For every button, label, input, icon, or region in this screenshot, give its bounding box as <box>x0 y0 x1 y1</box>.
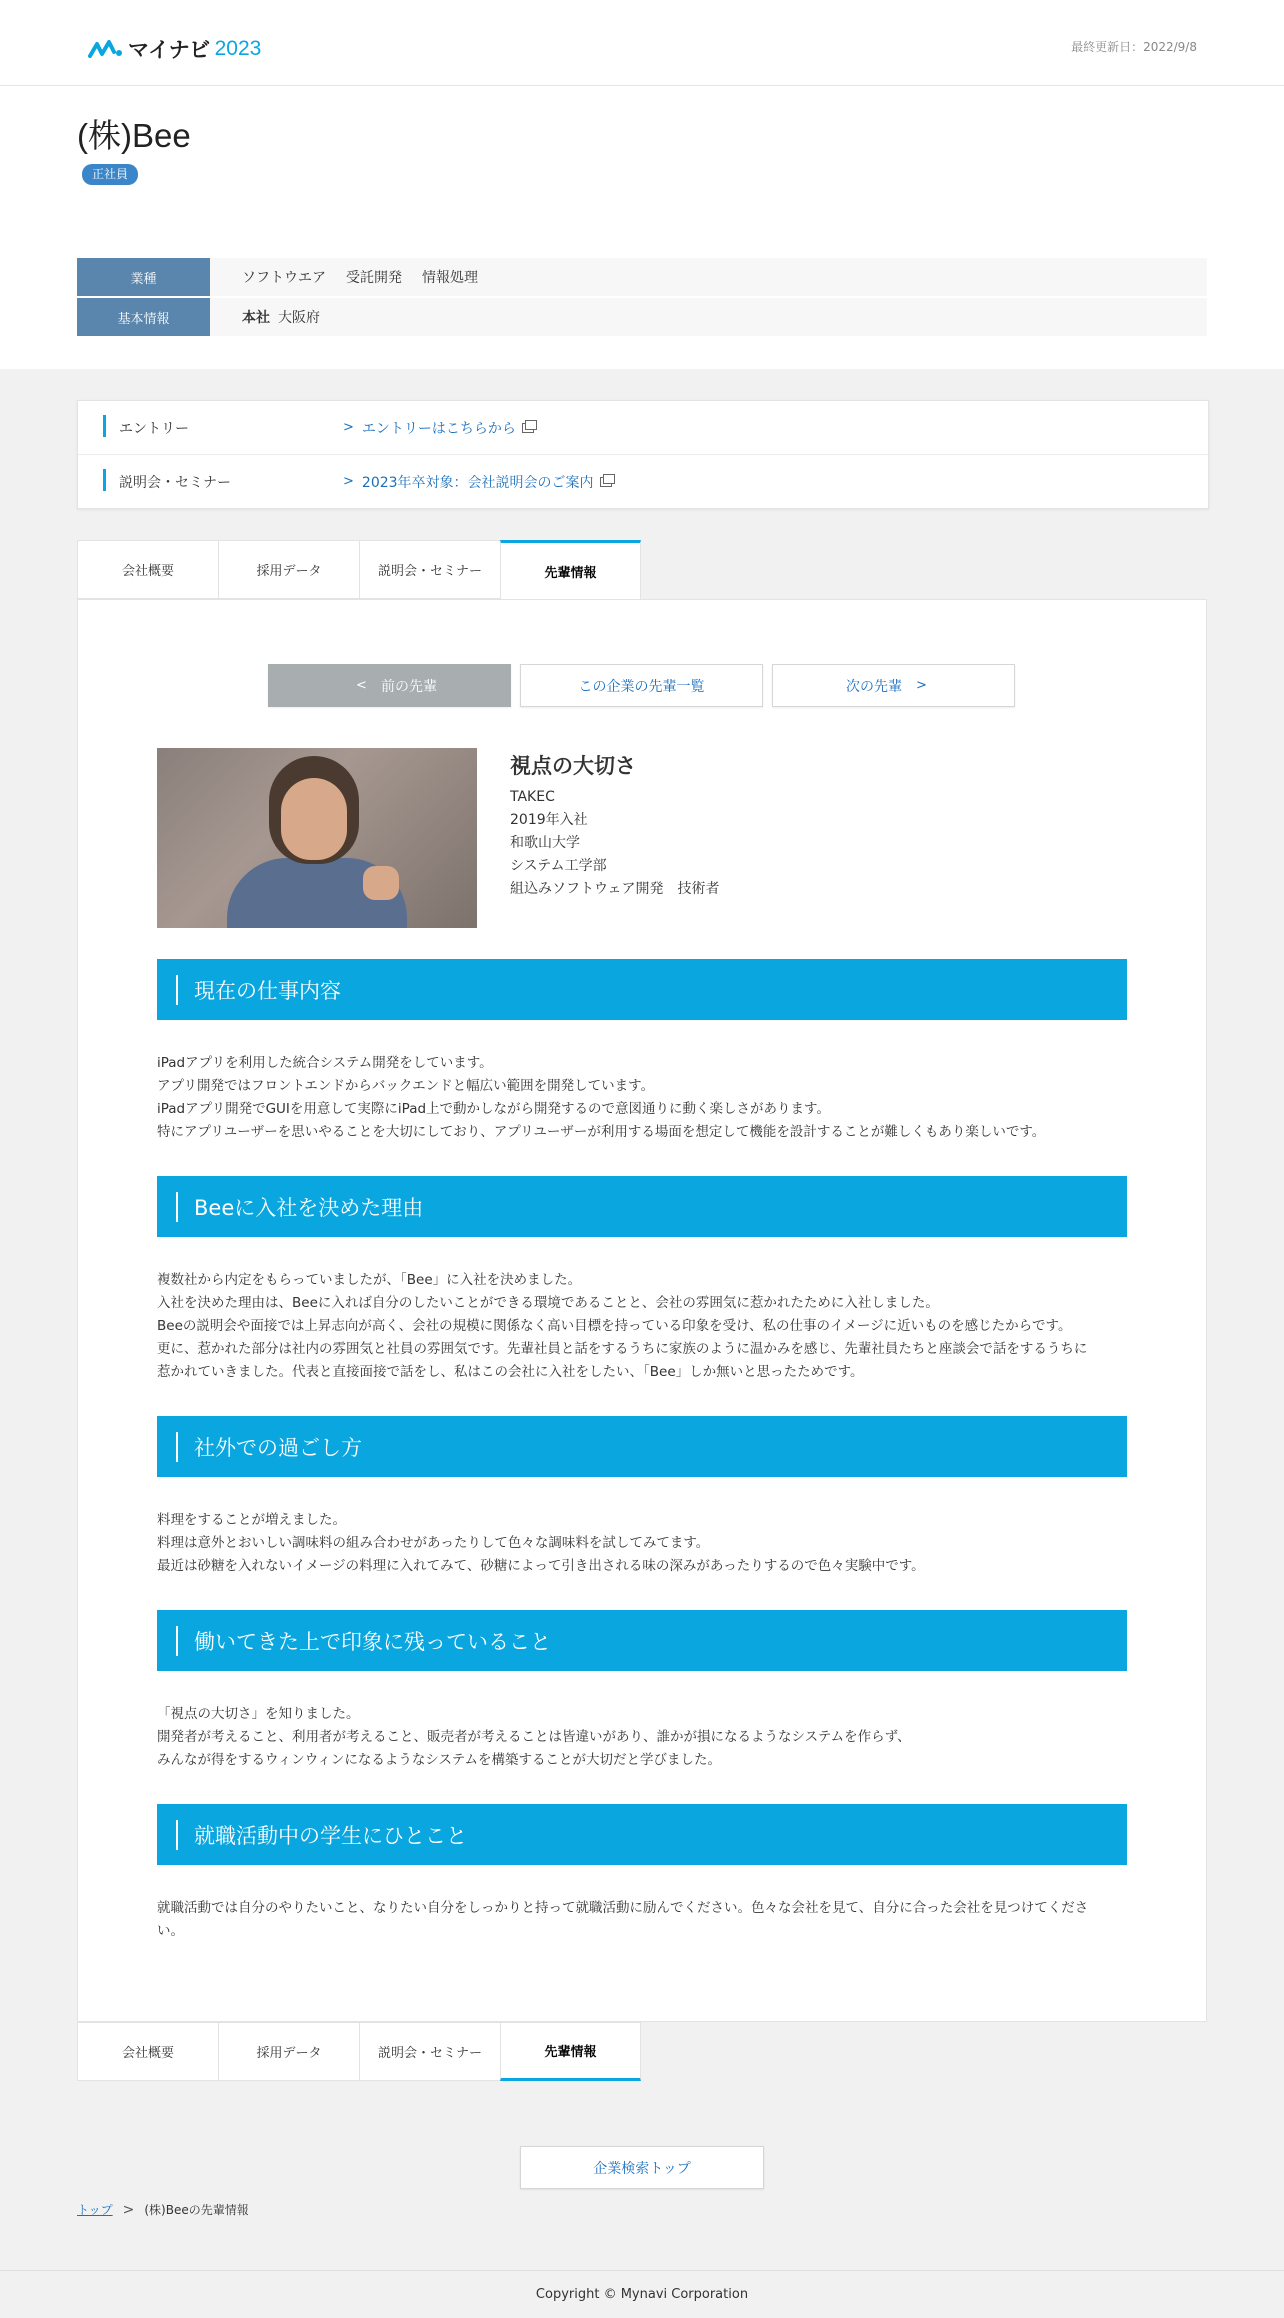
section-line: 料理は意外とおいしい調味料の組み合わせがあったりして色々な調味料を試してみてます。 <box>157 1535 710 1551</box>
section-heading-text: 就職活動中の学生にひとこと <box>194 1823 467 1848</box>
section-line: 複数社から内定をもらっていましたが、「Bee」に入社を決めました。 <box>157 1272 582 1288</box>
seminar-label-text: 説明会・セミナー <box>119 474 231 491</box>
logo-text: マイナビ <box>128 38 210 62</box>
senior-faculty: システム工学部 <box>510 858 607 874</box>
senior-profile <box>157 748 719 928</box>
section-line: 料理をすることが増えました。 <box>157 1512 346 1528</box>
section-body <box>157 1269 1127 1384</box>
tab-seminar[interactable]: 説明会・セミナー <box>359 2022 500 2081</box>
hq-value: 大阪府 <box>278 310 320 326</box>
senior-university: 和歌山大学 <box>510 835 580 851</box>
entry-link[interactable] <box>343 418 534 438</box>
section-body <box>157 1897 1127 1943</box>
breadcrumb-home-link[interactable]: トップ <box>77 2203 113 2217</box>
tab-seminar[interactable]: 説明会・セミナー <box>359 540 500 599</box>
last-updated: 最終更新日：2022/9/8 <box>1071 40 1197 54</box>
section-line: 特にアプリユーザーを思いやることを大切にしており、アプリユーザーが利用する場面を想定して機能を設計することが難しくもあり楽しいです。 <box>157 1124 1046 1140</box>
tab-senior-info[interactable]: 先輩情報 <box>500 2022 641 2081</box>
entry-label <box>78 418 323 438</box>
breadcrumb-current: (株)Beeの先輩情報 <box>144 2203 249 2217</box>
site-header <box>0 0 1284 86</box>
section-heading <box>157 1804 1127 1865</box>
section-heading <box>157 1610 1127 1671</box>
senior-profile-info <box>510 750 719 928</box>
section-body <box>157 1703 1127 1772</box>
footer-copyright: Copyright © Mynavi Corporation <box>0 2270 1284 2318</box>
chevron-left-icon: < <box>356 678 367 693</box>
industry-item: 情報処理 <box>422 270 478 286</box>
section-heading <box>157 1176 1127 1237</box>
section-heading-text: 働いてきた上で印象に残っていること <box>194 1629 551 1654</box>
company-search-top-button[interactable]: 企業検索トップ <box>520 2146 764 2189</box>
section-heading-text: 現在の仕事内容 <box>194 978 341 1003</box>
section-line: 開発者が考えること、利用者が考えること、販売者が考えることは皆違いがあり、誰かが損になるようなシステムを作らず、 <box>157 1729 911 1745</box>
tab-company-overview[interactable]: 会社概要 <box>77 540 218 599</box>
chevron-right-icon: > <box>916 678 927 693</box>
section-line: 「視点の大切さ」を知りました。 <box>157 1706 360 1722</box>
senior-name: TAKEC <box>510 789 555 805</box>
next-senior-label: 次の先輩 <box>846 678 903 695</box>
industry-values <box>210 258 1207 296</box>
tab-senior-info[interactable]: 先輩情報 <box>500 540 641 600</box>
senior-title: 視点の大切さ <box>510 754 636 778</box>
industry-label: 業種 <box>77 258 210 296</box>
tab-recruit-data[interactable]: 採用データ <box>218 540 359 599</box>
senior-pager <box>268 664 1024 707</box>
basic-info-values <box>210 298 1207 336</box>
tab-recruit-data[interactable]: 採用データ <box>218 2022 359 2081</box>
seminar-row <box>78 454 1208 508</box>
senior-photo <box>157 748 477 928</box>
entry-box <box>77 400 1209 509</box>
industry-item: ソフトウエア <box>242 270 326 286</box>
section-line: みんなが得をするウィンウィンになるようなシステムを構築することが大切だと学びました。 <box>157 1752 722 1768</box>
entry-row <box>78 401 1208 454</box>
chevron-right-icon: > <box>343 420 354 435</box>
tab-bar-top <box>77 540 642 599</box>
section-line: アプリ開発ではフロントエンドからバックエンドと幅広い範囲を開発しています。 <box>157 1078 655 1094</box>
section-line: 更に、惹かれた部分は社内の雰囲気と社員の雰囲気です。先輩社員と話をするうちに家族のように温かみを感じ、先輩社員たちと座談会で話をするうちに <box>157 1341 1088 1357</box>
prev-senior-button[interactable] <box>268 664 511 707</box>
seminar-link[interactable] <box>343 472 612 492</box>
senior-job: 組込みソフトウェア開発 技術者 <box>510 881 720 897</box>
section-line: 就職活動では自分のやりたいこと、なりたい自分をしっかりと持って就職活動に励んでください。色々な会社を見て、自分に合った会社を見つけてくださ <box>157 1900 1089 1916</box>
chevron-right-icon: > <box>343 474 354 489</box>
external-window-icon <box>600 477 612 487</box>
seminar-label <box>78 472 323 492</box>
next-senior-button[interactable] <box>772 664 1015 707</box>
breadcrumb <box>77 2201 249 2218</box>
section-heading <box>157 959 1127 1020</box>
section-heading-text: 社外での過ごし方 <box>194 1435 362 1460</box>
industry-row <box>77 258 1207 296</box>
section-body <box>157 1052 1127 1144</box>
employment-type-badge: 正社員 <box>82 164 138 185</box>
section-line: い。 <box>157 1923 184 1939</box>
section-line: iPadアプリ開発でGUIを用意して実際にiPad上で動かしながら開発するので意図通りに動く楽しさがあります。 <box>157 1101 830 1117</box>
basic-info-row <box>77 298 1207 336</box>
senior-list-button[interactable]: この企業の先輩一覧 <box>520 664 763 707</box>
seminar-link-text[interactable]: 2023年卒対象：会社説明会のご案内 <box>361 474 594 491</box>
hq-key: 本社 <box>242 310 270 326</box>
company-name: (株)Bee <box>77 117 191 154</box>
section-line: iPadアプリを利用した統合システム開発をしています。 <box>157 1055 493 1071</box>
prev-senior-label: 前の先輩 <box>380 678 437 695</box>
mynavi-logo[interactable] <box>88 34 261 64</box>
company-info-table <box>77 258 1207 338</box>
entry-label-text: エントリー <box>119 420 189 437</box>
section-line: 惹かれていきました。代表と直接面接で話をし、私はこの会社に入社をしたい、「Bee」しか無いと思ったためです。 <box>157 1364 864 1380</box>
industry-item: 受託開発 <box>346 270 402 286</box>
entry-link-text[interactable]: エントリーはこちらから <box>361 420 516 437</box>
section-body <box>157 1509 1127 1578</box>
tab-company-overview[interactable]: 会社概要 <box>77 2022 218 2081</box>
logo-year: 2023 <box>214 37 262 60</box>
section-line: 最近は砂糖を入れないイメージの料理に入れてみて、砂糖によって引き出される味の深みがあったりするので色々実験中です。 <box>157 1558 925 1574</box>
chevron-right-icon: > <box>122 2201 135 2218</box>
section-heading <box>157 1416 1127 1477</box>
external-window-icon <box>522 423 534 433</box>
section-heading-text: Beeに入社を決めた理由 <box>194 1195 424 1220</box>
section-line: 入社を決めた理由は、Beeに入れば自分のしたいことができる環境であることと、会社の雰囲気に惹かれたために入社しました。 <box>157 1295 939 1311</box>
section-line: Beeの説明会や面接では上昇志向が高く、会社の規模に関係なく高い目標を持っている印象を受け、私の仕事のイメージに近いものを感じたからです。 <box>157 1318 1072 1334</box>
tab-bar-bottom <box>77 2022 642 2081</box>
basic-info-label: 基本情報 <box>77 298 210 336</box>
company-header-area <box>0 0 1284 369</box>
senior-join-year: 2019年入社 <box>510 812 588 828</box>
mynavi-mark-icon <box>88 38 124 60</box>
senior-info-panel <box>77 599 1207 2022</box>
